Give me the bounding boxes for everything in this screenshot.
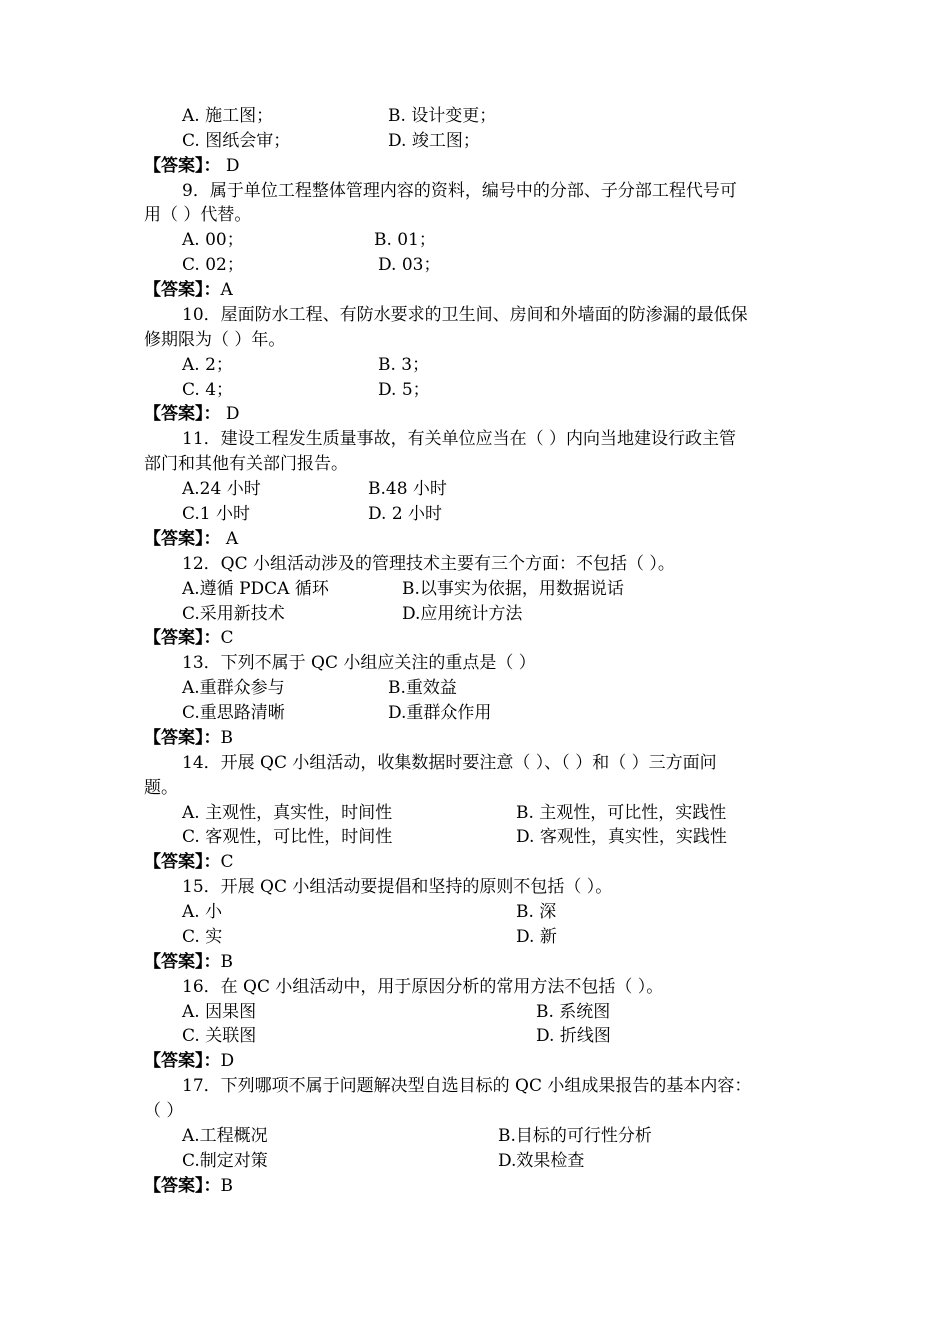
answer-option: D. 2 小时 <box>368 504 443 524</box>
answer-option: B. 主观性，可比性，实践性 <box>516 803 727 823</box>
answer-line <box>144 1175 233 1197</box>
answer-option: C. 客观性，可比性，时间性 <box>182 827 393 847</box>
answer-line <box>144 851 234 873</box>
answer-line <box>144 528 238 550</box>
question-text-line: 题。 <box>144 778 178 798</box>
answer-option: A. 小 <box>182 902 223 922</box>
answer-option: C.采用新技术 <box>182 604 285 624</box>
answer-option: B. 01； <box>374 230 436 250</box>
question-text-line: （ ） <box>144 1101 184 1121</box>
answer-option: A.24 小时 <box>182 479 261 499</box>
answer-value: A <box>220 280 233 300</box>
answer-line <box>144 727 233 749</box>
answer-label: 【答案】： <box>144 728 221 748</box>
answer-label: 【答案】： <box>144 529 221 549</box>
answer-option: C. 02； <box>182 255 244 275</box>
question-text-line: 11．建设工程发生质量事故，有关单位应当在（ ）内向当地建设行政主管 <box>182 429 737 449</box>
answer-option: D. 客观性，真实性，实践性 <box>516 827 727 847</box>
answer-option: B.48 小时 <box>368 479 447 499</box>
answer-option: A.遵循 PDCA 循环 <box>182 579 329 599</box>
answer-option: C. 图纸会审； <box>182 131 291 151</box>
answer-label: 【答案】： <box>144 1176 221 1196</box>
answer-line <box>144 951 233 973</box>
answer-option: C.重思路清晰 <box>182 703 285 723</box>
answer-option: C. 4； <box>182 380 234 400</box>
answer-option: A. 主观性，真实性，时间性 <box>182 803 393 823</box>
answer-value: B <box>220 1176 233 1196</box>
answer-option: D. 新 <box>516 927 557 947</box>
question-text-line: 10．屋面防水工程、有防水要求的卫生间、房间和外墙面的防渗漏的最低保 <box>182 305 748 325</box>
answer-option: B.以事实为依据，用数据说话 <box>402 579 624 599</box>
answer-value: B <box>220 952 233 972</box>
answer-label: 【答案】： <box>144 156 221 176</box>
question-text-line: 用（ ）代替。 <box>144 205 252 225</box>
answer-option: A. 因果图 <box>182 1002 257 1022</box>
answer-label: 【答案】： <box>144 952 221 972</box>
answer-option: C.1 小时 <box>182 504 251 524</box>
answer-label: 【答案】： <box>144 404 221 424</box>
answer-label: 【答案】： <box>144 852 221 872</box>
question-text-line: 部门和其他有关部门报告。 <box>144 454 348 474</box>
answer-option: C.制定对策 <box>182 1151 268 1171</box>
answer-option: B. 3； <box>378 355 430 375</box>
answer-value: D <box>220 1051 235 1071</box>
answer-option: D. 5； <box>378 380 430 400</box>
answer-line <box>144 627 234 649</box>
answer-option: D.重群众作用 <box>388 703 492 723</box>
answer-option: D.效果检查 <box>498 1151 585 1171</box>
question-text-line: 16．在 QC 小组活动中，用于原因分析的常用方法不包括（ ）。 <box>182 977 664 997</box>
answer-option: B.重效益 <box>388 678 457 698</box>
answer-option: C. 关联图 <box>182 1026 257 1046</box>
answer-line <box>144 155 240 177</box>
answer-label: 【答案】： <box>144 628 221 648</box>
question-text-line: 13．下列不属于 QC 小组应关注的重点是（ ） <box>182 653 536 673</box>
answer-option: A. 2； <box>182 355 233 375</box>
question-text-line: 17．下列哪项不属于问题解决型自选目标的 QC 小组成果报告的基本内容： <box>182 1076 752 1096</box>
answer-option: B. 设计变更； <box>388 106 497 126</box>
answer-option: A. 00； <box>182 230 244 250</box>
question-text-line: 15．开展 QC 小组活动要提倡和坚持的原则不包括（ ）。 <box>182 877 613 897</box>
answer-value: B <box>220 728 233 748</box>
answer-option: D.应用统计方法 <box>402 604 523 624</box>
answer-line <box>144 403 240 425</box>
answer-option: D. 折线图 <box>536 1026 611 1046</box>
answer-line <box>144 279 233 301</box>
answer-option: B.目标的可行性分析 <box>498 1126 652 1146</box>
answer-value: C <box>220 852 234 872</box>
answer-option: C. 实 <box>182 927 223 947</box>
answer-value: D <box>220 404 240 424</box>
question-text-line: 14．开展 QC 小组活动，收集数据时要注意（ ）、（ ）和（ ）三方面问 <box>182 753 717 773</box>
answer-option: B. 深 <box>516 902 557 922</box>
answer-value: D <box>220 156 240 176</box>
answer-line <box>144 1050 234 1072</box>
answer-option: D. 03； <box>378 255 441 275</box>
question-text-line: 修期限为（ ）年。 <box>144 330 286 350</box>
answer-label: 【答案】： <box>144 280 221 300</box>
answer-option: B. 系统图 <box>536 1002 611 1022</box>
answer-value: C <box>220 628 234 648</box>
answer-option: A.工程概况 <box>182 1126 268 1146</box>
answer-value: A <box>220 529 239 549</box>
answer-label: 【答案】： <box>144 1051 221 1071</box>
answer-option: A.重群众参与 <box>182 678 285 698</box>
answer-option: A. 施工图； <box>182 106 274 126</box>
question-text-line: 12．QC 小组活动涉及的管理技术主要有三个方面：不包括（ ）。 <box>182 554 675 574</box>
question-text-line: 9．属于单位工程整体管理内容的资料，编号中的分部、子分部工程代号可 <box>182 181 737 201</box>
answer-option: D. 竣工图； <box>388 131 480 151</box>
